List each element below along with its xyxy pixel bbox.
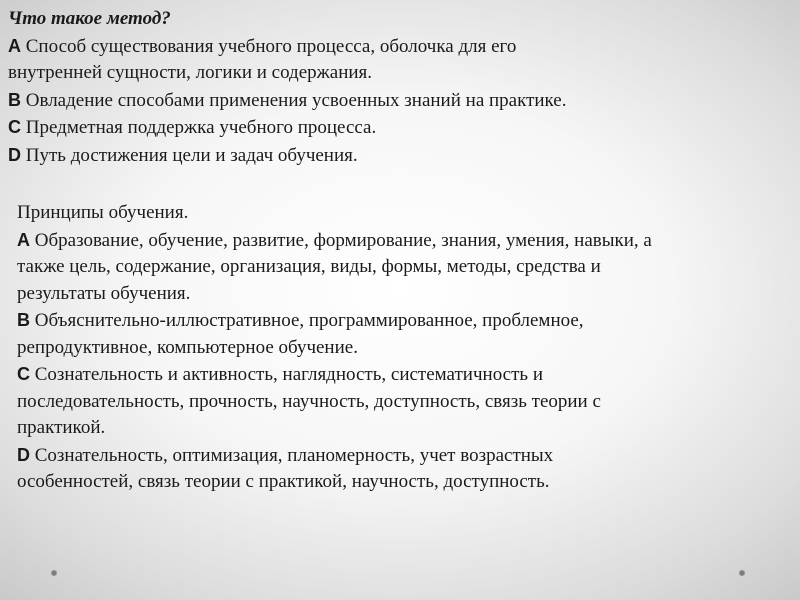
option-letter: C [17,364,30,384]
question-2-title: Принципы обучения. [17,202,189,223]
question-1-block [8,6,688,169]
question-2-option-a-cont: также цель, содержание, организация, виды, формы, методы, средства и [17,256,601,277]
question-2-option-c [17,361,777,389]
question-1-option-a [8,33,688,61]
option-text: Путь достижения цели и задач обучения. [25,144,358,166]
question-2-option-c-cont: практикой. [17,417,106,438]
question-1-option-a-cont: внутренней сущности, логики и содержания. [8,62,373,83]
option-text: Сознательность и активность, наглядность, систематичность и [34,364,543,385]
option-letter: A [17,229,30,250]
question-1-option-b [8,87,688,115]
option-letter: D [17,444,30,465]
option-letter: C [8,117,21,137]
option-letter: D [8,144,21,165]
question-2-option-c-cont: последовательность, прочность, научность, доступность, связь теории с [17,390,601,412]
question-2-option-d [17,442,777,470]
option-text: Объяснительно-иллюстративное, программированное, проблемное, [34,310,584,331]
question-2-option-a [17,227,777,255]
question-1-option-c [8,114,688,142]
question-2-block [17,200,777,496]
option-letter: B [8,89,21,110]
question-1-title: Что такое метод? [8,8,171,29]
option-text: Образование, обучение, развитие, формирование, знания, умения, навыки, а [34,229,652,251]
option-letter: A [8,35,21,56]
option-text: Способ существования учебного процесса, оболочка для его [25,35,517,57]
question-2-option-b-cont: репродуктивное, компьютерное обучение. [17,336,358,358]
question-2-option-a-cont: результаты обучения. [17,282,191,304]
question-1-option-d [8,142,688,170]
question-2-option-b [17,307,777,335]
option-letter: B [17,310,30,330]
option-text: Сознательность, оптимизация, планомерность, учет возрастных [34,444,554,466]
slide-nav-dot-left [51,570,57,576]
slide-nav-dot-right [739,570,745,576]
question-2-option-d-cont: особенностей, связь теории с практикой, научность, доступность. [17,471,550,492]
option-text: Предметная поддержка учебного процесса. [25,117,377,138]
option-text: Овладение способами применения усвоенных знаний на практике. [25,89,567,111]
